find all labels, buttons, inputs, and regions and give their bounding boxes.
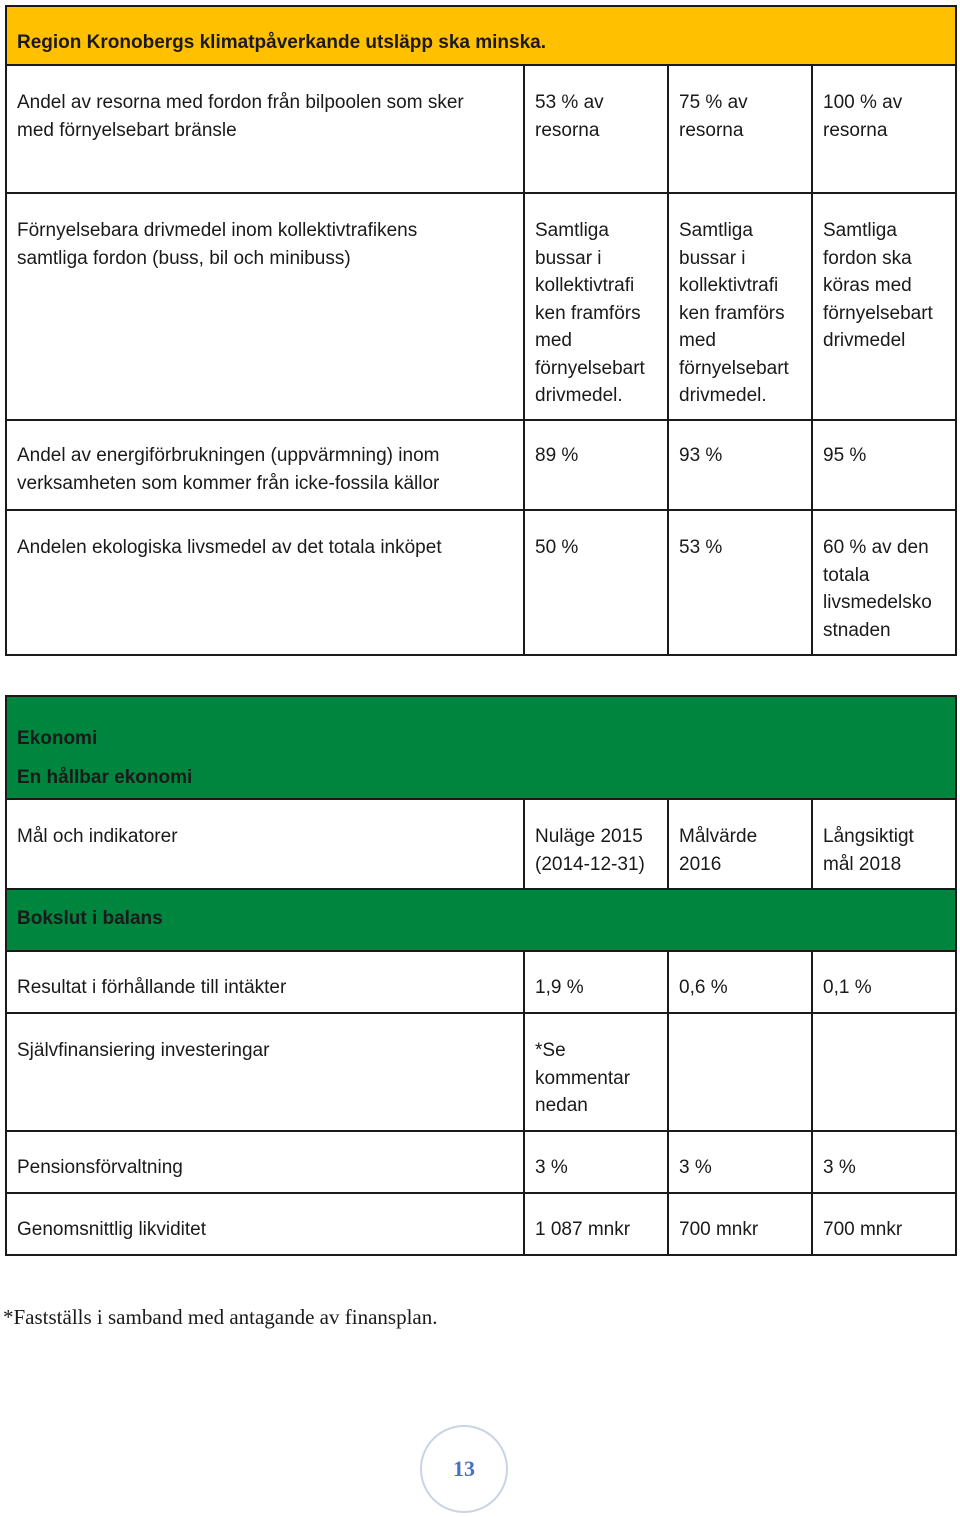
value-2016: 53 % xyxy=(668,510,812,655)
value-2016 xyxy=(668,1013,812,1131)
page-number-badge xyxy=(420,1425,508,1513)
column-header-row xyxy=(6,799,956,889)
value-2016: 700 mnkr xyxy=(668,1193,812,1255)
table-row xyxy=(6,193,956,420)
column-header-2016: Målvärde 2016 xyxy=(668,799,812,889)
row-label: Andel av resorna med fordon från bilpoolen som sker med förnyelsebart bränsle xyxy=(6,65,524,193)
economy-goals-table xyxy=(5,695,957,1256)
value-2015: 53 % av resorna xyxy=(524,65,668,193)
value-2016: 3 % xyxy=(668,1131,812,1193)
value-2018: 3 % xyxy=(812,1131,956,1193)
column-header-goals: Mål och indikatorer xyxy=(6,799,524,889)
value-2015: 3 % xyxy=(524,1131,668,1193)
column-header-2018: Långsiktigt mål 2018 xyxy=(812,799,956,889)
value-2018: 700 mnkr xyxy=(812,1193,956,1255)
climate-goals-table xyxy=(5,5,957,656)
economy-section-header xyxy=(6,696,956,799)
section-title: Ekonomi xyxy=(17,728,98,749)
value-2015: 1 087 mnkr xyxy=(524,1193,668,1255)
value-2018: Samtliga fordon ska köras med förnyelsebart drivmedel xyxy=(812,193,956,420)
value-2016: Samtliga bussar i kollektivtrafi ken framförs med förnyelsebart drivmedel. xyxy=(668,193,812,420)
table-row xyxy=(6,510,956,655)
page-number: 13 xyxy=(453,1456,475,1481)
economy-section-row xyxy=(6,696,956,799)
group-title: Bokslut i balans xyxy=(6,889,956,951)
row-label: Självfinansiering investeringar xyxy=(6,1013,524,1131)
value-2018: 60 % av den totala livsmedelsko stnaden xyxy=(812,510,956,655)
table-row xyxy=(6,1193,956,1255)
table-row xyxy=(6,420,956,510)
value-2015: 50 % xyxy=(524,510,668,655)
table-row xyxy=(6,951,956,1013)
value-2015: 89 % xyxy=(524,420,668,510)
table-row xyxy=(6,1013,956,1131)
row-label: Resultat i förhållande till intäkter xyxy=(6,951,524,1013)
value-2015: Samtliga bussar i kollektivtrafi ken framförs med förnyelsebart drivmedel. xyxy=(524,193,668,420)
climate-header: Region Kronobergs klimatpåverkande utsläpp ska minska. xyxy=(6,6,956,65)
row-label: Genomsnittlig likviditet xyxy=(6,1193,524,1255)
row-label: Andelen ekologiska livsmedel av det totala inköpet xyxy=(6,510,524,655)
row-label: Andel av energiförbrukningen (uppvärmning) inom verksamheten som kommer från icke-fossila källor xyxy=(6,420,524,510)
value-2018: 95 % xyxy=(812,420,956,510)
column-header-2015: Nuläge 2015 (2014-12-31) xyxy=(524,799,668,889)
table-row xyxy=(6,1131,956,1193)
group-row xyxy=(6,889,956,951)
row-label: Pensionsförvaltning xyxy=(6,1131,524,1193)
value-2015: 1,9 % xyxy=(524,951,668,1013)
value-2016: 0,6 % xyxy=(668,951,812,1013)
value-2018 xyxy=(812,1013,956,1131)
table-row xyxy=(6,65,956,193)
value-2018: 100 % av resorna xyxy=(812,65,956,193)
value-2016: 93 % xyxy=(668,420,812,510)
footnote: *Fastställs i samband med antagande av finansplan. xyxy=(3,1305,438,1329)
row-label: Förnyelsebara drivmedel inom kollektivtrafikens samtliga fordon (buss, bil och minibuss) xyxy=(6,193,524,420)
climate-header-row xyxy=(6,6,956,65)
value-2018: 0,1 % xyxy=(812,951,956,1013)
value-2016: 75 % av resorna xyxy=(668,65,812,193)
section-subtitle: En hållbar ekonomi xyxy=(17,767,193,788)
value-2015: *Se kommentar nedan xyxy=(524,1013,668,1131)
